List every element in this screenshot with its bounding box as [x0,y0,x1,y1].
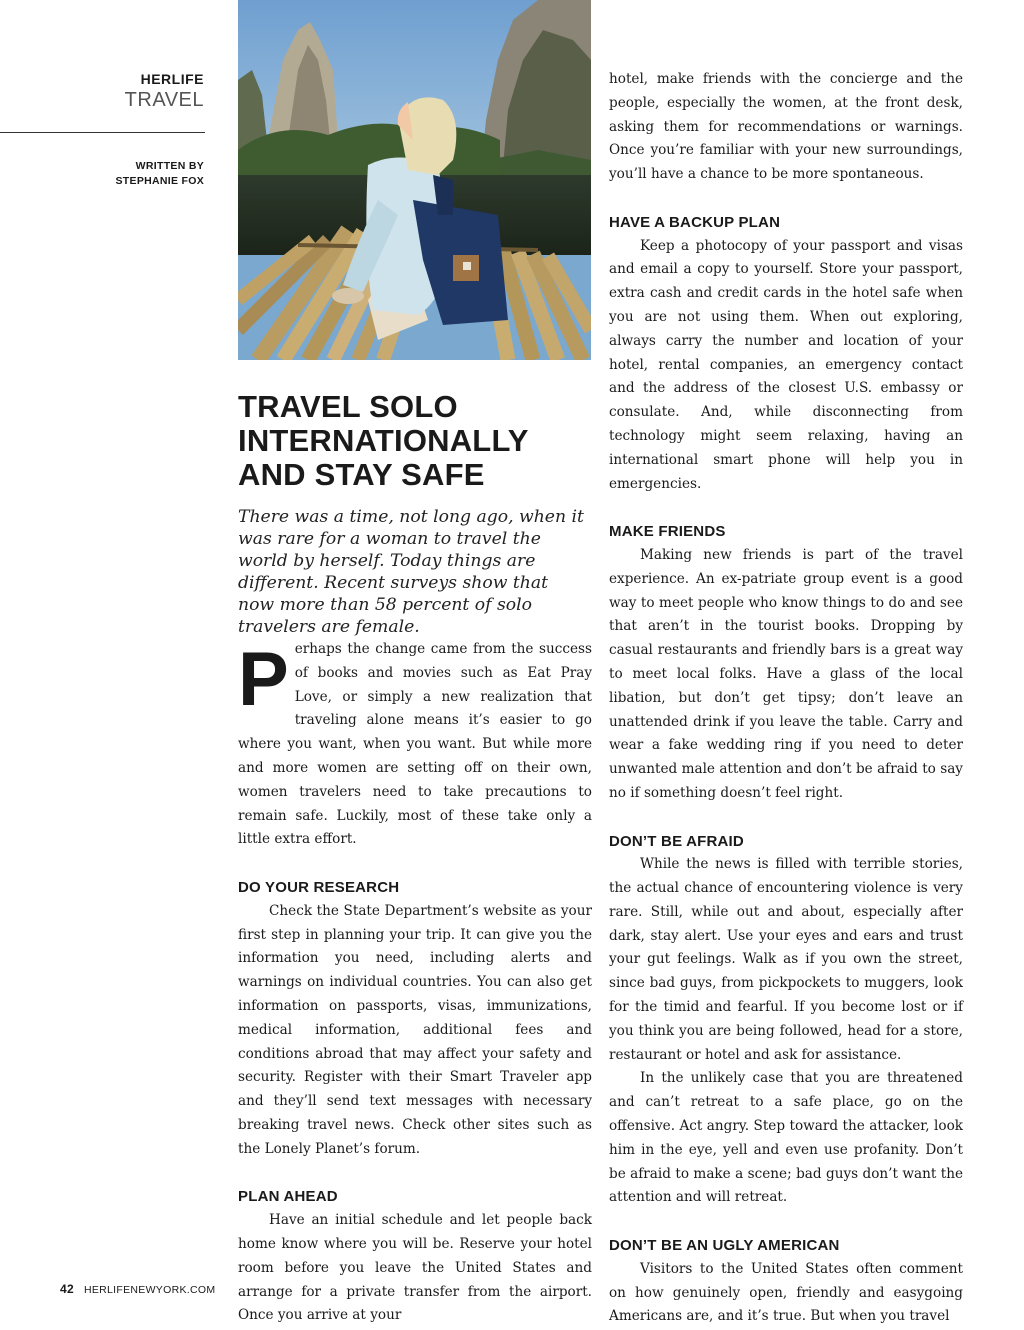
byline-label: WRITTEN BY [135,160,204,172]
paragraph-backup-plan: Keep a photocopy of your passport and visas and email a copy to yourself. Store your passport, extra cash and credit cards in the hotel safe when you are not using them. When out exploring, always carry the number and location of your hotel, rental companies, an emergency contact and the address of the closest U.S. embassy or consulate. And, while disconnecting from technology might seem relaxing, having an international smart phone will help you in emergencies. [609,237,963,492]
article-headline: TRAVEL SOLO INTERNATIONALLY AND STAY SAFE [238,389,529,492]
paragraph-dont-be-afraid-2: In the unlikely case that you are threatened and can’t retreat to a safe place, go on the offensive. Act angry. Step toward the attacker, look him in the eye, yell and even use profanity. Don’t be afraid to make a scene; bad guys don’t want the attention and will retreat. [609,1070,963,1206]
byline [0,159,204,189]
section-divider [0,132,205,133]
section-category: TRAVEL [124,89,204,111]
drop-cap: P [238,637,289,722]
heading-ugly-american: DON’T BE AN UGLY AMERICAN [609,1237,840,1255]
magazine-brand: HERLIFE [140,71,204,87]
intro-text: erhaps the change came from the success of books and movies such as Eat Pray Love, or simply a new realization that traveling alone means it’s easier to go where you want, when you want. But while more and more women are setting off on their own, women travelers need to take precautions to remain safe. Luckily, most of these take only a little extra effort. [238,641,592,848]
heading-dont-be-afraid: DON’T BE AFRAID [609,832,744,850]
byline-author: STEPHANIE FOX [115,175,204,187]
paragraph-dont-be-afraid-1: While the news is filled with terrible stories, the actual chance of encountering violence is very rare. Still, while out and about, especially after dark, stay alert. Use your eyes and ears and trust your gut feelings. Walk as if you own the street, since bad guys, from pickpockets to muggers, look for the timid and fearful. If you become lost or if you think you are being followed, head for a store, restaurant or hotel and ask for assistance. [609,856,963,1063]
page-number: 42 [60,1282,74,1296]
article-dek: There was a time, not long ago, when it was rare for a woman to travel the world by herself. Today things are different. Recent surveys show that now more than 58 percent of solo travelers are female. [238,507,584,637]
paragraph-plan-ahead: Have an initial schedule and let people back home know where you will be. Reserve your hotel room before you leave the United States and arrange for a private transfer from the airport. Once you arrive at your [238,1212,592,1324]
page-folio [60,1282,215,1296]
intro-paragraph [238,638,592,852]
heading-backup-plan: HAVE A BACKUP PLAN [609,213,781,231]
article-column-right [609,68,963,1329]
heading-plan-ahead: PLAN AHEAD [238,1188,338,1206]
paragraph-ugly-american: Visitors to the United States often comment on how genuinely open, friendly and easygoing Americans are, and it’s true. But when you travel [609,1260,963,1325]
article-column-middle [238,638,592,1328]
website-url: HERLIFENEWYORK.COM [83,1284,216,1296]
section-label [0,70,204,112]
paragraph-make-friends: Making new friends is part of the travel experience. An ex-patriate group event is a good way to meet people who know things to do and see that aren’t in the tourist books. Dropping by casual restaurants and friendly bars is a great way to meet local folks. Have a glass of the local libation, but don’t get tipsy; don’t leave an unattended drink if you leave the table. Carry and wear a fake wedding ring if you need to deter unwanted male attention and don’t be afraid to say no if something doesn’t feel right. [609,546,963,801]
hero-photo-illustration [238,0,591,360]
heading-make-friends: MAKE FRIENDS [609,523,726,541]
paragraph-plan-ahead-continued: hotel, make friends with the concierge and the people, especially the women, at the front desk, asking them for recommendations or warnings. Once you’re familiar with your new surroundings, you’ll have a chance to be more spontaneous. [609,71,963,183]
paragraph-research: Check the State Department’s website as your first step in planning your trip. It can give you the information you need, including alerts and warnings on individual countries. You can also get information on passports, visas, immunizations, medical information, additional fees and conditions abroad that may affect your safety and security. Register with their Smart Traveler app and they’ll send text messages with necessary breaking travel news. Check other sites such as the Lonely Planet’s forum. [238,902,592,1157]
hero-photo [238,0,591,360]
heading-do-your-research: DO YOUR RESEARCH [238,878,400,896]
